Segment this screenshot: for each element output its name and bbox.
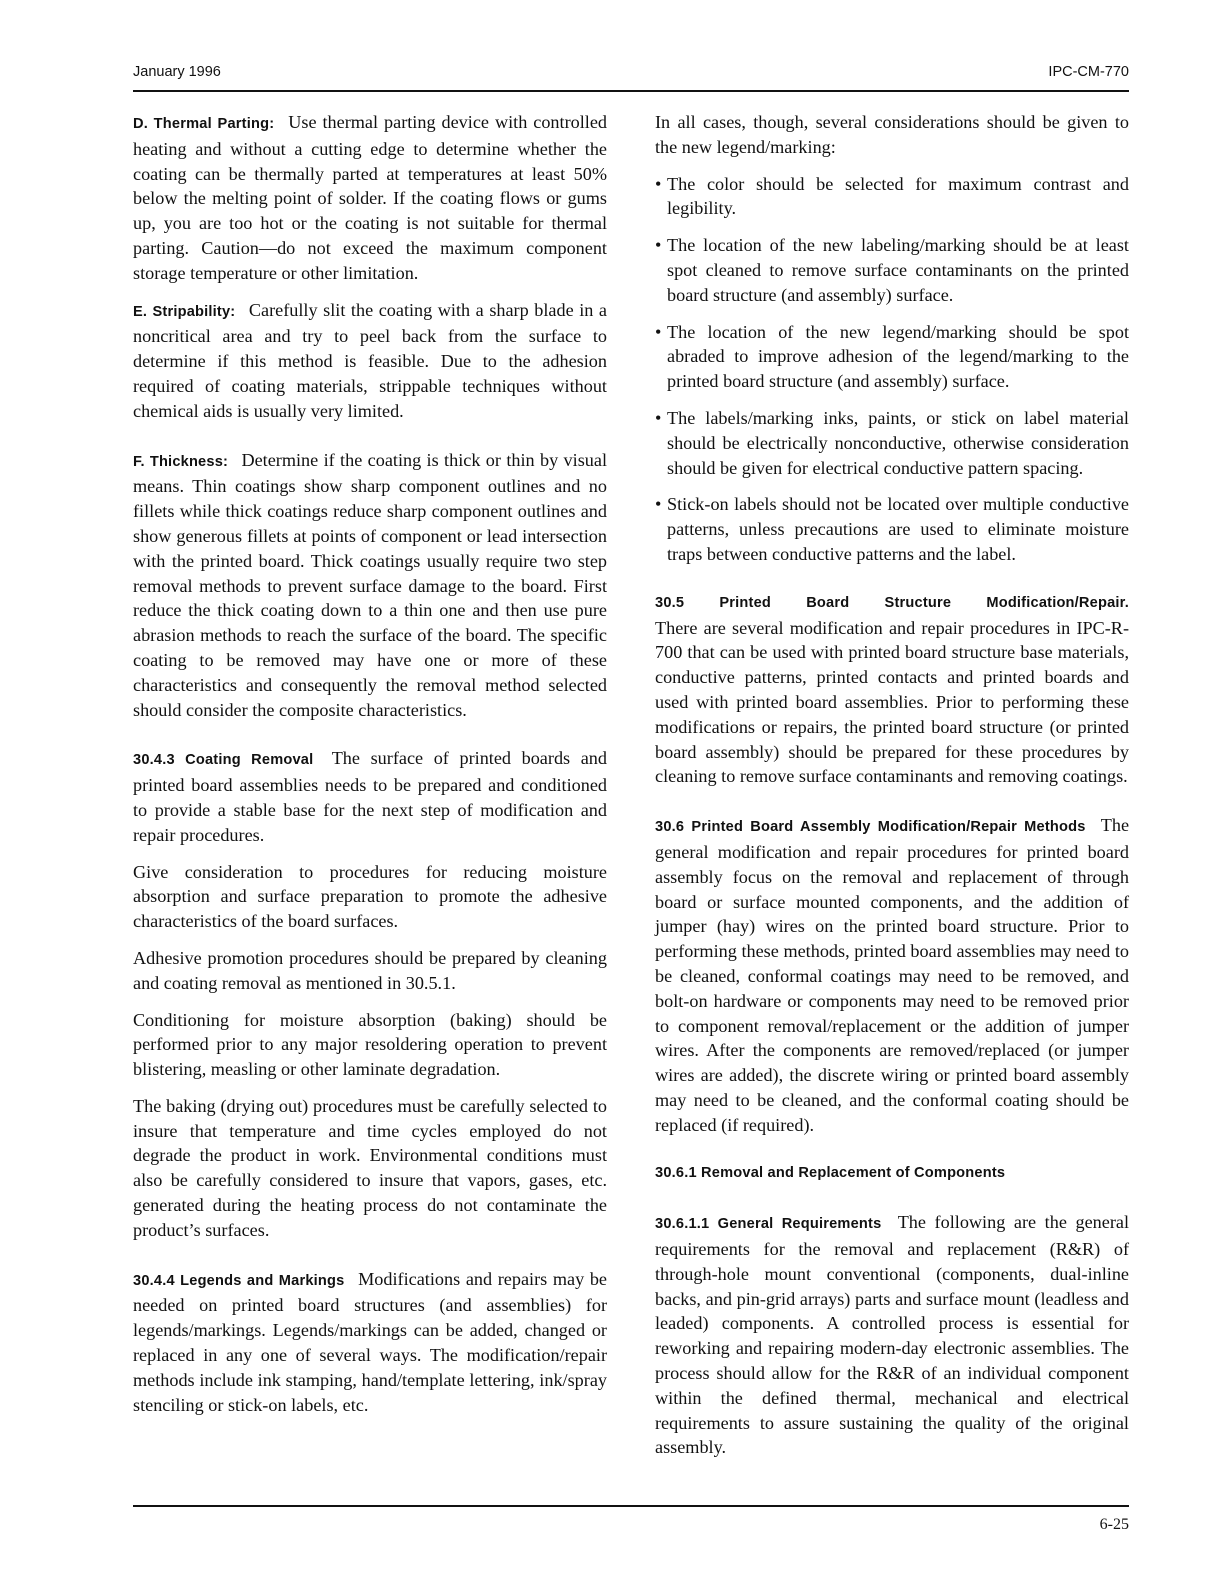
legends-markings-heading: 30.4.4 Legends and Markings	[133, 1272, 345, 1289]
pbs-modification-paragraph	[655, 591, 1129, 789]
left-column	[133, 110, 607, 1429]
pba-modification-paragraph	[655, 813, 1129, 1137]
considerations-intro: In all cases, though, several considerations should be given to the new legend/marking:	[655, 112, 1129, 157]
coating-removal-paragraph	[133, 746, 607, 847]
stripability-heading: E. Stripability:	[133, 303, 236, 320]
pbs-modification-heading: 30.5 Printed Board Structure Modification/Repair.	[655, 594, 1129, 611]
pba-modification-heading: 30.6 Printed Board Assembly Modification/Repair Methods	[655, 819, 1086, 836]
legends-markings-body: Modifications and repairs may be needed on printed board structures (and assemblies) for legends/markings. Legends/markings can be added, changed or replaced in any one of several ways. The modification/repair methods include ink stamping, hand/template lettering, ink/spray stenciling or stick-on labels, etc.	[133, 1268, 608, 1415]
general-requirements-heading: 30.6.1.1 General Requirements	[655, 1216, 882, 1233]
list-item: • The location of the new legend/marking should be spot abraded to improve adhesion of the legend/marking to the printed board structure (and assembly) surface.	[655, 320, 1129, 394]
page-header	[133, 62, 1129, 88]
thickness-body: Determine if the coating is thick or thin by visual means. Thin coatings show sharp component outlines and no fillets while thick coatings reduce sharp component outlines and show generous fillets at points of component or lead intersection with the printed board. Thick coatings usually require two step removal methods to prevent surface damage to the board. First reduce the thick coating down to a thin one and then use pure abrasion methods to reach the surface of the board. The specific coating to be removed may have one or more of these characteristics and consequently the removal method selected should consider the composite characteristics.	[133, 449, 607, 720]
general-requirements-paragraph	[655, 1210, 1129, 1460]
legends-markings-paragraph	[133, 1267, 607, 1418]
header-date: January 1996	[133, 64, 221, 80]
thickness-paragraph	[133, 448, 607, 723]
coating-removal-body: The surface of printed boards and printed board assemblies needs to be prepared and conditioned to provide a stable base for the next step of modification and repair procedures.	[133, 748, 607, 845]
thickness-heading: F. Thickness:	[133, 453, 229, 470]
general-requirements-body: The following are the general requirements for the removal and replacement (R&R) of through-hole mount conventional (components, dual-inline backs, and pin-grid arrays) parts and surface mount (leadless and leaded) components. A controlled process is essential for reworking and repairing modern-day electronic assemblies. The process should allow for the R&R of an individual component within the defined thermal, mechanical and electrical requirements to assure sustaining the quality of the original assembly.	[655, 1212, 1129, 1458]
pbs-modification-body: There are several modification and repair procedures in IPC-R-700 that can be used with printed board structure base materials, conductive patterns, printed contacts and printed boards and used with printed board assemblies. Prior to performing these modifications or repairs, the printed board structure (or printed board assembly) should be prepared for these procedures by cleaning to remove surface contaminants and removing coatings.	[655, 617, 1129, 787]
list-item: • Stick-on labels should not be located over multiple conductive patterns, unless precautions are used to eliminate moisture traps between conductive patterns and the label.	[655, 492, 1129, 566]
stripability-body: Carefully slit the coating with a sharp blade in a noncritical area and try to peel back from the surface to determine if this method is feasible. Due to the adhesion required of coating materials, strippable techniques without chemical aids is usually very limited.	[133, 299, 607, 421]
thermal-parting-body: Use thermal parting device with controlled heating and without a cutting edge to determine whether the coating can be thermally parted at temperatures at least 50% below the melting point of solder. If the coating flows or gums up, you are too hot or the coating is not suitable for thermal parting. Caution—do not exceed the maximum component storage temperature or other limitation.	[133, 112, 607, 283]
right-column	[655, 110, 1129, 1472]
header-rule	[133, 90, 1129, 92]
thermal-parting-paragraph	[133, 110, 607, 286]
stripability-paragraph	[133, 298, 607, 424]
removal-replacement-heading: 30.6.1 Removal and Replacement of Components	[655, 1165, 1006, 1182]
adhesive-promotion-paragraph: Adhesive promotion procedures should be prepared by cleaning and coating removal as mentioned in 30.5.1.	[133, 947, 607, 993]
moisture-paragraph: Give consideration to procedures for reducing moisture absorption and surface preparation to promote the adhesive characteristics of the board surfaces.	[133, 861, 607, 932]
baking-paragraph: The baking (drying out) procedures must be carefully selected to insure that temperature and time cycles employed do not degrade the product in work. Environmental conditions must also be carefully considered to insure that vapors, gases, etc. generated during the heating process do not contaminate the product’s surfaces.	[133, 1095, 607, 1240]
list-item: • The labels/marking inks, paints, or stick on label material should be electrically nonconductive, otherwise consideration should be given for electrical conductive pattern spacing.	[655, 406, 1129, 480]
footer-rule	[133, 1505, 1129, 1507]
thermal-parting-heading: D. Thermal Parting:	[133, 116, 275, 132]
coating-removal-heading: 30.4.3 Coating Removal	[133, 752, 314, 769]
list-item: • The location of the new labeling/marking should be at least spot cleaned to remove surface contaminants on the printed board structure (and assembly) surface.	[655, 233, 1129, 307]
considerations-list	[655, 172, 1129, 567]
header-document-id: IPC-CM-770	[1048, 64, 1129, 80]
pba-modification-body: The general modification and repair procedures for printed board assembly focus on the removal and replacement of through board or surface mounted components, and the addition of jumper (hay) wires on the printed board structure. Prior to performing these methods, printed board assemblies may need to be cleaned, conformal coatings may need to be removed, and bolt-on hardware or components may need to be removed prior to component removal/replacement or the addition of jumper wires. After the components are removed/replaced (or jumper wires are added), the discrete wiring or printed board assembly may need to be cleaned, and the conformal coating should be replaced (if required).	[655, 815, 1130, 1135]
page-number: 6-25	[1099, 1516, 1129, 1533]
list-item: • The color should be selected for maximum contrast and legibility.	[655, 172, 1129, 222]
conditioning-paragraph: Conditioning for moisture absorption (baking) should be performed prior to any major resoldering operation to prevent blistering, measling or other laminate degradation.	[133, 1009, 607, 1080]
